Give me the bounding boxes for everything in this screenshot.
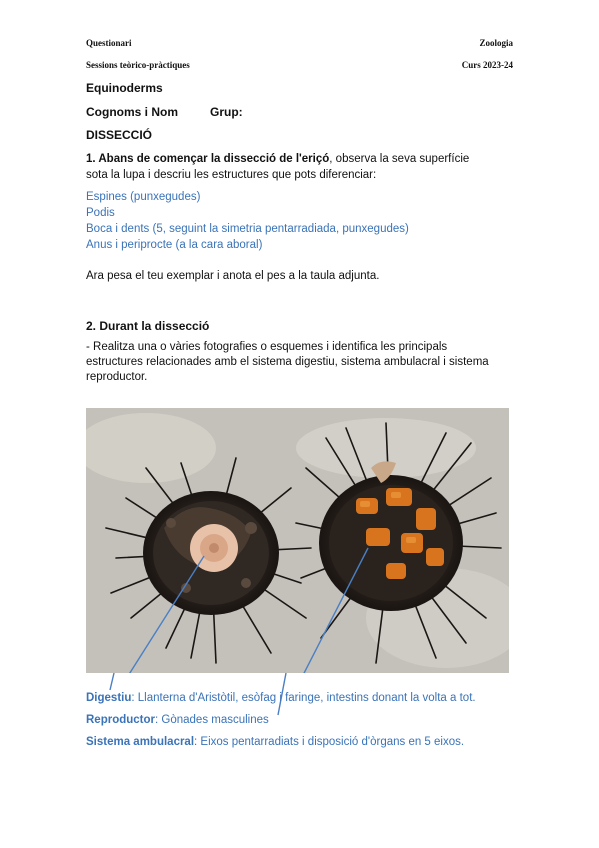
caption-text: : Eixos pentarradiats i disposició d'òrgans en 5 eixos. <box>194 736 465 748</box>
question-2-line: - Realitza una o vàries fotografies o esquemes i identifica les principals <box>86 341 448 353</box>
question-1-rest: , observa la seva superfície <box>329 153 470 165</box>
question-1-line2: sota la lupa i descriu les estructures que pots diferenciar: <box>86 169 377 181</box>
caption-digestiu <box>86 690 556 706</box>
name-label: Cognoms i Nom <box>86 105 178 119</box>
header-right-top: Zoologia <box>479 38 513 48</box>
answer-item: Anus i periprocte (a la cara aboral) <box>86 239 263 251</box>
question-2-line: estructures relacionades amb el sistema digestiu, sistema ambulacral i sistema <box>86 356 489 368</box>
caption-sistema-ambulacral <box>86 734 556 750</box>
header-right-bottom: Curs 2023-24 <box>461 60 513 70</box>
section-title: DISSECCIÓ <box>86 128 153 142</box>
header-left-bottom: Sessions teòrico-pràctiques <box>86 60 190 70</box>
answer-item: Podis <box>86 207 115 219</box>
header-left-top: Questionari <box>86 38 132 48</box>
answer-item: Boca i dents (5, seguint la simetria pentarradiada, punxegudes) <box>86 223 409 235</box>
question-2-line: reproductor. <box>86 371 148 383</box>
caption-label: Digestiu <box>86 692 132 704</box>
answer-item: Espines (punxegudes) <box>86 191 201 203</box>
weigh-instruction: Ara pesa el teu exemplar i anota el pes a la taula adjunta. <box>86 270 380 282</box>
caption-text: : Llanterna d'Aristòtil, esòfag i faringe, intestins donant la volta a tot. <box>131 692 476 704</box>
caption-label: Sistema ambulacral <box>86 736 195 748</box>
caption-text: : Gònades masculines <box>155 714 269 726</box>
question-2-title: 2. Durant la dissecció <box>86 319 210 333</box>
caption-reproductor <box>86 712 556 728</box>
caption-label: Reproductor <box>86 714 155 726</box>
page-title: Equinoderms <box>86 81 163 95</box>
question-1-bold: 1. Abans de començar la dissecció de l'eriçó <box>86 153 330 165</box>
group-label: Grup: <box>210 105 243 119</box>
